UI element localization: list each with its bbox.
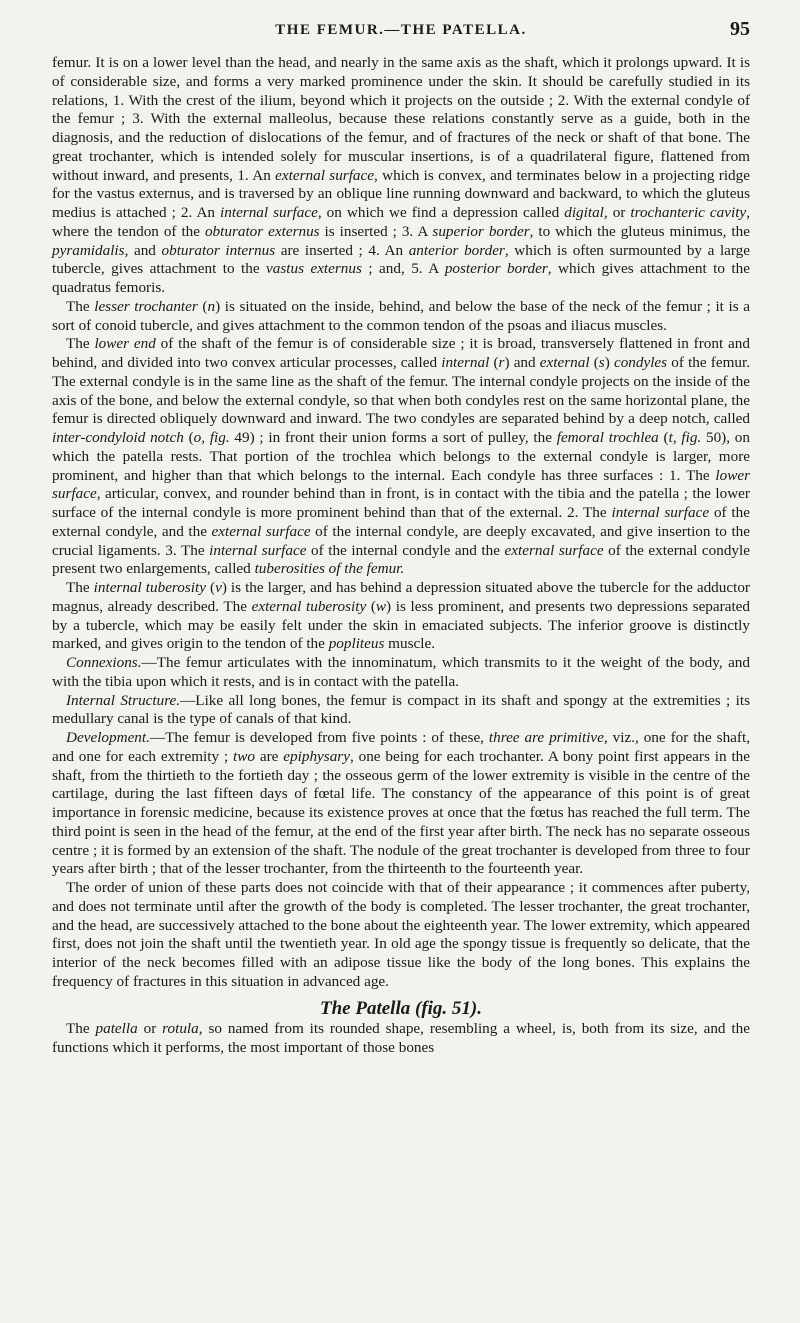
- italic-term: condyles: [613, 354, 668, 371]
- italic-term: s: [598, 354, 605, 371]
- paragraph: The lesser trochanter (n) is situated on the inside, behind, and below the base of the neck of the femur ; it is a sort of conoid tubercle, and gives attachment to the common tendon of the psoas and iliacus muscles.: [52, 297, 750, 334]
- italic-term: external: [539, 354, 590, 371]
- italic-term: o, fig.: [193, 429, 230, 446]
- italic-term: lesser trochanter: [94, 297, 198, 315]
- body-text: [52, 54, 750, 1058]
- italic-term: two: [233, 747, 255, 765]
- italic-term: external tuberosity: [251, 597, 367, 615]
- paragraph: Development.—The femur is developed from five points : of these, three are primitive, viz., one for the shaft, and one for each extremity ; two are epiphysary, one being for each trochanter. A bony point first appears in the shaft, from the thirtieth to the fortieth day ; the osseous germ of the lower extremity is visible in the centre of the cartilage, during the last fifteen days of fœtal life. The constancy of the appearance of this point is of great importance in forensic medicine, because its existence proves at once that the fœtus has reached the full term. The third point is seen in the head of the femur, at the end of the first year after birth. The neck has no separate osseous centre ; it is formed by an extension of the shaft. The nodule of the great trochanter is developed from three to four years after birth ; that of the lesser trochanter, from the thirteenth to the fourteenth year.: [52, 729, 751, 878]
- running-title: THE FEMUR.—THE PATELLA.: [275, 22, 527, 38]
- italic-term: w: [375, 597, 387, 615]
- italic-term: Development.: [66, 729, 150, 746]
- italic-term: v: [215, 579, 222, 596]
- italic-term: lower end: [94, 335, 156, 353]
- section-heading-part: 51).: [447, 997, 482, 1019]
- italic-term: lower surface: [52, 466, 750, 503]
- italic-term: superior border: [432, 222, 530, 240]
- italic-term: femoral trochlea: [556, 429, 659, 446]
- italic-term: obturator internus: [161, 241, 276, 259]
- paragraph: Internal Structure.—Like all long bones, the femur is compact in its shaft and spongy at the extremities ; its medullary canal is the type of canals of that kind.: [52, 691, 751, 728]
- italic-term: obturator externus: [204, 222, 320, 240]
- italic-term: inter-condyloid notch: [52, 429, 184, 446]
- paragraph: The internal tuberosity (v) is the larger, and has behind a depression situated above the tubercle for the adductor magnus, already described. The external tuberosity (w) is less prominent, and presents two depressions separated by a tubercle, which may be easily felt under the skin in emaciated subjects. The inferior groove is distinctly marked, and gives origin to the tendon of the popliteus muscle.: [52, 579, 750, 653]
- italic-term: t, fig.: [668, 429, 702, 446]
- italic-term: anterior border: [408, 241, 505, 259]
- italic-term: Internal Structure.: [66, 691, 181, 709]
- italic-term: internal surface: [209, 541, 307, 559]
- italic-term: digital: [564, 204, 604, 221]
- italic-term: internal tuberosity: [93, 579, 206, 596]
- paragraph: Connexions.—The femur articulates with the innominatum, which transmits to it the weight of the body, and with the tibia upon which it rests, and is in contact with the patella.: [52, 654, 750, 690]
- running-header: [52, 18, 750, 54]
- italic-term: Connexions.: [66, 654, 142, 671]
- italic-term: n: [207, 297, 216, 315]
- italic-term: external surface: [504, 541, 604, 559]
- paragraph: The patella or rotula, so named from its rounded shape, resembling a wheel, is, both from its size, and the functions which it performs, the most important of those bones: [52, 1020, 750, 1056]
- italic-term: external surface: [211, 522, 311, 540]
- paragraph-list: [52, 1020, 750, 1058]
- italic-term: posterior border: [444, 260, 548, 278]
- paragraph-list: [52, 54, 750, 992]
- italic-term: vastus externus: [266, 260, 362, 278]
- italic-term: tuberosities of the femur.: [254, 560, 405, 578]
- italic-term: rotula: [162, 1020, 199, 1038]
- italic-term: external surface: [275, 166, 375, 184]
- italic-term: popliteus: [328, 635, 385, 653]
- italic-term: trochanteric cavity: [630, 204, 747, 221]
- italic-term: internal surface: [220, 204, 318, 221]
- paragraph: The lower end of the shaft of the femur is of considerable size ; it is broad, transversely flattened in front and behind, and divided into two convex articular processes, called internal (r) and external (s) condyles of the femur. The external condyle is in the same line as the shaft of the femur. The internal condyle projects on the inside of the axis of the bone, and below the external condyle, so that when both condyles rest on the same horizontal plane, the femur is directed obliquely downward and inward. The two condyles are separated behind by a deep notch, called inter-condyloid notch (o, fig. 49) ; in front their union forms a sort of pulley, the femoral trochlea (t, fig. 50), on which the patella rests. That portion of the trochlea which belongs to the external condyle is larger, more prominent, and higher than that which belongs to the internal. Each condyle has three surfaces : 1. The lower surface, articular, convex, and rounder behind than in front, is in contact with the tibia and the patella ; the lower surface of the internal condyle is more prominent behind than that of the external. 2. The internal surface of the external condyle, and the external surface of the internal condyle, are deeply excavated, and give insertion to the crucial ligaments. 3. The internal surface of the internal condyle and the external surface of the external condyle present two enlargements, called tuberosities of the femur.: [52, 335, 751, 578]
- italic-term: internal surface: [611, 504, 710, 521]
- italic-term: three are primitive: [488, 729, 604, 746]
- italic-term: internal: [441, 354, 490, 371]
- page-number: 95: [730, 18, 750, 40]
- italic-term: epiphysary: [283, 747, 350, 765]
- paragraph: femur. It is on a lower level than the head, and nearly in the same axis as the shaft, which it prolongs upward. It is of considerable size, and forms a very marked prominence under the skin. It should be carefully studied in its relations, 1. With the crest of the ilium, beyond which it projects on the outside ; 2. With the external condyle of the femur ; 3. With the external malleolus, because these relations constantly serve as a guide, both in the diagnosis, and the reduction of dislocations of the femur, and of fractures of the neck or shaft of that bone. The great trochanter, which is intended solely for muscular insertions, is of a quadrilateral figure, flattened from without inward, and presents, 1. An external surface, which is convex, and terminates below in a projecting ridge for the vastus externus, and is traversed by an oblique line running downward and backward, to which the gluteus medius is attached ; 2. An internal surface, on which we find a depression called digital, or trochanteric cavity, where the tendon of the obturator externus is inserted ; 3. A superior border, to which the gluteus minimus, the pyramidalis, and obturator internus are inserted ; 4. An anterior border, which is often surmounted by a large tubercle, gives attachment to the vastus externus ; and, 5. A posterior border, which gives attachment to the quadratus femoris.: [52, 54, 751, 296]
- italic-term: pyramidalis: [52, 241, 125, 259]
- section-heading-fig: fig.: [421, 997, 448, 1019]
- section-heading-patella: [52, 997, 750, 1019]
- italic-term: r: [498, 354, 505, 371]
- section-heading-part: The Patella (: [320, 997, 422, 1019]
- paragraph: The order of union of these parts does not coincide with that of their appearance ; it commences after puberty, and does not terminate until after the growth of the body is completed. The lesser trochanter, the great trochanter, and the head, are successively attached to the bone about the eighteenth year. The lower extremity, which appeared first, does not join the shaft until the twentieth year. In old age the spongy tissue is frequently so delicate, that the interior of the neck becomes filled with an adipose tissue like the body of the long bones. This explains the frequency of fractures in this situation in advanced age.: [52, 879, 750, 990]
- italic-term: patella: [95, 1020, 138, 1038]
